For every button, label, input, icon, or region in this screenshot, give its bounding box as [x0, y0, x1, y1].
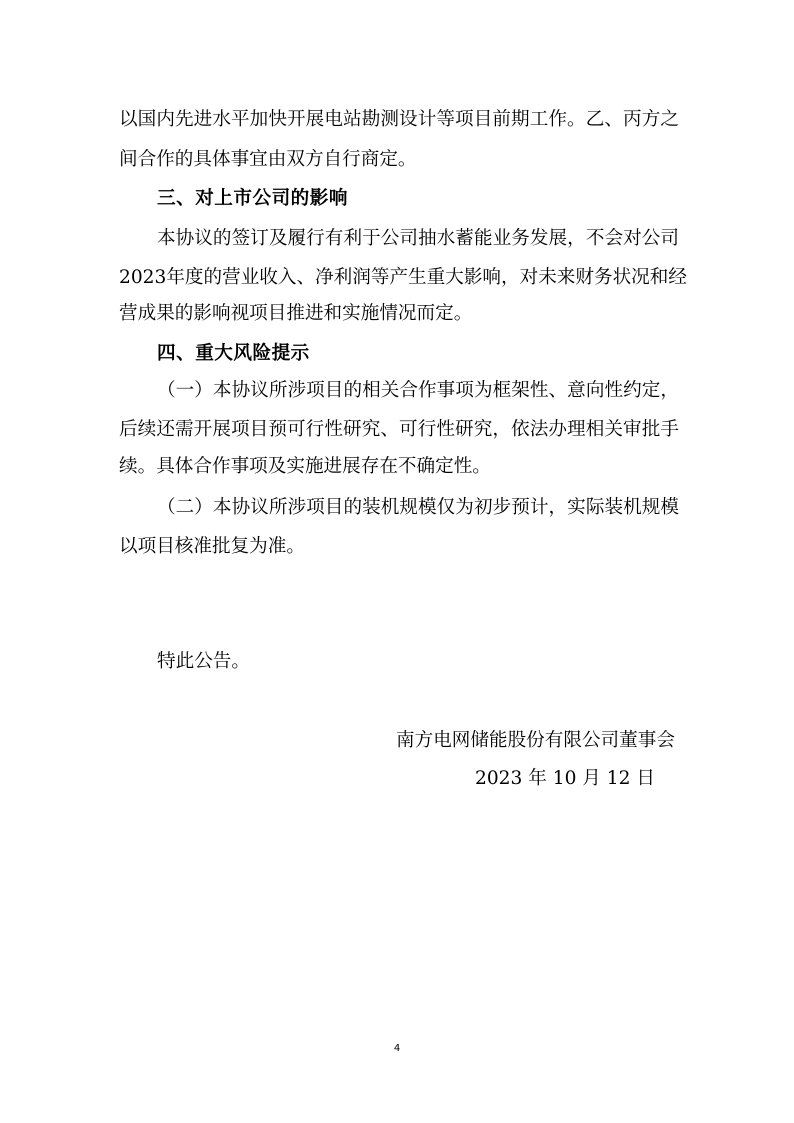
risk2-line-2: 以项目核准批复为准。: [119, 536, 305, 557]
section4-heading: 四、重大风险提示: [157, 343, 310, 364]
intro-line-2: 间合作的具体事宜由双方自行商定。: [119, 149, 417, 170]
section3-line-2: 2023年度的营业收入、净利润等产生重大影响，对未来财务状况和经: [119, 267, 687, 288]
section3-heading: 三、对上市公司的影响: [157, 188, 348, 209]
section3-line-1: 本协议的签订及履行有利于公司抽水蓄能业务发展，不会对公司: [157, 228, 679, 249]
announcement-date: 2023 年 10 月 12 日: [475, 768, 655, 789]
risk1-line-3: 续。具体合作事项及实施进展存在不确定性。: [119, 456, 491, 477]
board-signature: 南方电网储能股份有限公司董事会: [396, 730, 675, 751]
risk2-line-1: （二）本协议所涉项目的装机规模仅为初步预计，实际装机规模: [157, 497, 679, 518]
intro-line-1: 以国内先进水平加快开展电站勘测设计等项目前期工作。乙、丙方之: [119, 109, 679, 130]
page-number: 4: [393, 1043, 401, 1054]
risk1-line-1: （一）本协议所涉项目的相关合作事项为框架性、意向性约定，: [157, 380, 679, 401]
section3-line-3: 营成果的影响视项目推进和实施情况而定。: [119, 303, 473, 324]
risk1-line-2: 后续还需开展项目预可行性研究、可行性研究，依法办理相关审批手: [119, 419, 679, 440]
announcement-text: 特此公告。: [157, 651, 250, 672]
